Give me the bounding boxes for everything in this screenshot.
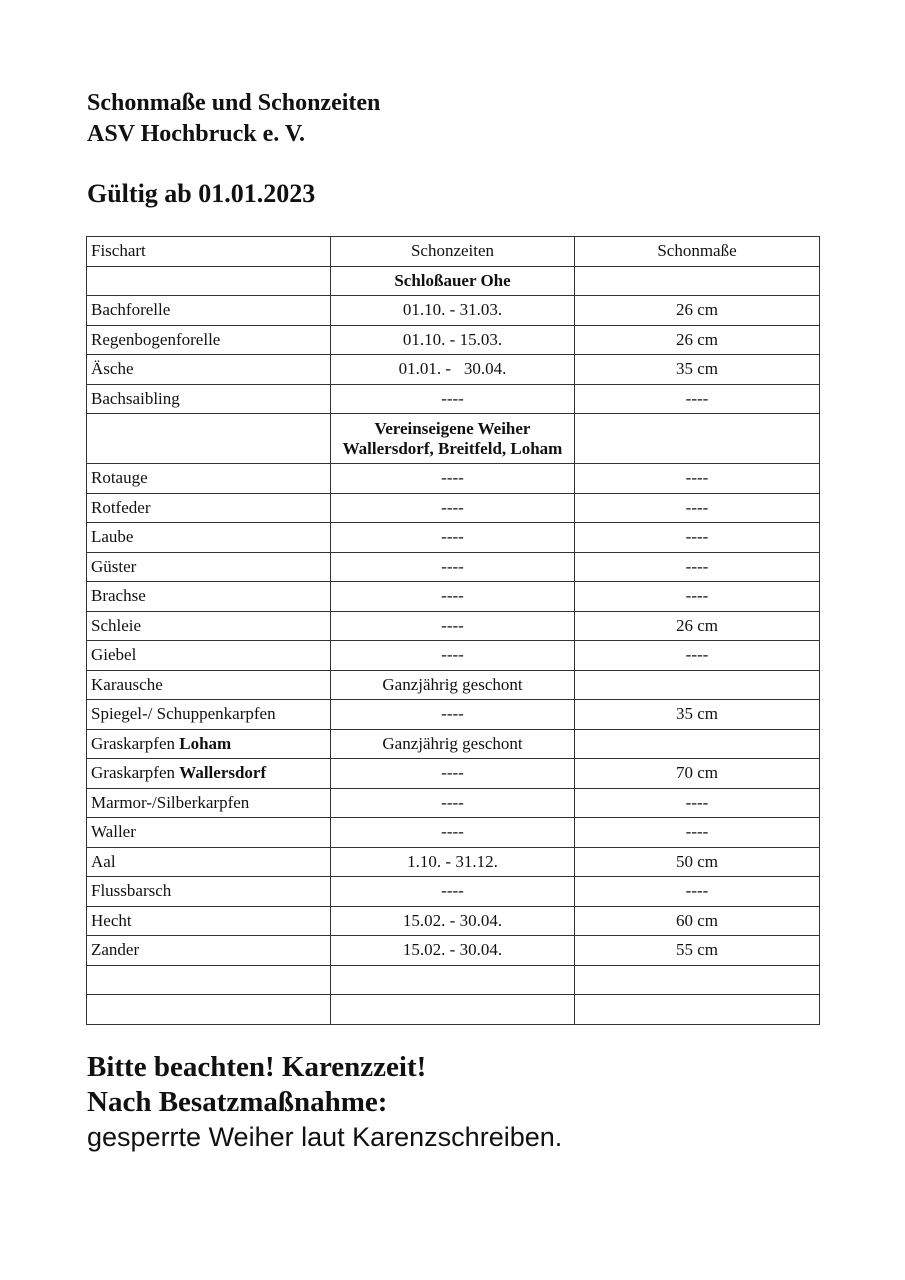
fish-name-cell [87, 936, 331, 966]
schonmass-cell: 55 cm [575, 936, 820, 966]
schonmass-cell: ---- [575, 552, 820, 582]
fish-location: Wallersdorf [179, 763, 267, 783]
table-header-row [87, 237, 820, 267]
fish-name-cell [87, 582, 331, 612]
schonmass-cell: ---- [575, 493, 820, 523]
table-row [87, 325, 820, 355]
schonzeit-cell: 15.02. - 30.04. [331, 936, 575, 966]
schonzeit-cell: ---- [331, 523, 575, 553]
schonzeit-cell: ---- [331, 877, 575, 907]
fish-name: Graskarpfen [91, 733, 180, 753]
fish-name-cell [87, 847, 331, 877]
schonmass-cell: ---- [575, 384, 820, 414]
fish-name: Regenbogenforelle [91, 329, 221, 349]
schonmass-cell: 70 cm [575, 759, 820, 789]
fish-name-cell [87, 384, 331, 414]
table-row [87, 296, 820, 326]
fish-name-cell [87, 729, 331, 759]
fish-name-cell [87, 296, 331, 326]
fish-name: Karausche [91, 674, 163, 694]
column-header-fischart: Fischart [87, 237, 331, 267]
section-heading-line: Wallersdorf, Breitfeld, Loham [342, 438, 563, 458]
schonzeit-cell [331, 414, 575, 464]
fish-name: Aal [91, 851, 116, 871]
fish-name-cell [87, 552, 331, 582]
fish-name-cell [87, 641, 331, 671]
fish-name: Bachsaibling [91, 388, 180, 408]
table-row [87, 384, 820, 414]
schonmass-cell: 26 cm [575, 611, 820, 641]
schonmass-cell [575, 266, 820, 296]
fish-location: Loham [179, 733, 232, 753]
fish-name: Waller [91, 822, 136, 842]
schonzeit-cell: 01.10. - 31.03. [331, 296, 575, 326]
fish-name-cell [87, 325, 331, 355]
fish-name-cell [87, 493, 331, 523]
table-row [87, 464, 820, 494]
table-row [87, 641, 820, 671]
schonmass-cell: 26 cm [575, 325, 820, 355]
schonmass-cell: 26 cm [575, 296, 820, 326]
schonzeit-cell [331, 965, 575, 995]
fish-name-cell [87, 670, 331, 700]
schonzeit-cell: ---- [331, 611, 575, 641]
table-row [87, 818, 820, 848]
schonmass-cell: 60 cm [575, 906, 820, 936]
fish-name-cell [87, 877, 331, 907]
section-row [87, 414, 820, 464]
schonmass-cell: ---- [575, 818, 820, 848]
schonzeit-cell: Ganzjährig geschont [331, 670, 575, 700]
fish-name: Schleie [91, 615, 142, 635]
section-row [87, 266, 820, 296]
table-row [87, 995, 820, 1025]
table-row [87, 877, 820, 907]
table-row [87, 965, 820, 995]
fish-name-cell [87, 355, 331, 385]
notice-line-3: gesperrte Weiher laut Karenzschreiben. [87, 1122, 563, 1152]
schonzeit-cell: ---- [331, 700, 575, 730]
fish-name-cell [87, 788, 331, 818]
schonmass-cell [575, 729, 820, 759]
schonzeit-cell: 01.10. - 15.03. [331, 325, 575, 355]
fish-regulations-table [86, 236, 820, 1025]
fish-name-cell [87, 523, 331, 553]
schonmass-cell: 50 cm [575, 847, 820, 877]
fish-name-cell [87, 611, 331, 641]
fish-name-cell [87, 995, 331, 1025]
notice-line-1: Bitte beachten! Karenzzeit! [87, 1051, 427, 1083]
table-row [87, 729, 820, 759]
document-title: Schonmaße und Schonzeiten [87, 90, 381, 116]
fish-name-cell [87, 414, 331, 464]
fish-name: Zander [91, 940, 140, 960]
fish-name-cell [87, 965, 331, 995]
schonmass-cell [575, 670, 820, 700]
schonmass-cell: ---- [575, 523, 820, 553]
column-header-schonzeiten: Schonzeiten [331, 237, 575, 267]
fish-name: Bachforelle [91, 300, 171, 320]
schonmass-cell [575, 414, 820, 464]
fish-name-cell [87, 464, 331, 494]
schonmass-cell [575, 965, 820, 995]
fish-name: Spiegel-/ Schuppenkarpfen [91, 704, 276, 724]
schonzeit-cell: ---- [331, 493, 575, 523]
table-row [87, 759, 820, 789]
table-row [87, 493, 820, 523]
fish-name: Marmor-/Silberkarpfen [91, 792, 250, 812]
table-row [87, 906, 820, 936]
schonmass-cell: ---- [575, 464, 820, 494]
fish-name: Äsche [91, 359, 134, 379]
schonzeit-cell: ---- [331, 464, 575, 494]
schonzeit-cell: ---- [331, 788, 575, 818]
notice-line-2: Nach Besatzmaßnahme: [87, 1086, 388, 1118]
table-row [87, 670, 820, 700]
fish-name: Giebel [91, 645, 137, 665]
fish-name: Brachse [91, 586, 146, 606]
club-name: ASV Hochbruck e. V. [87, 121, 306, 147]
table-row [87, 936, 820, 966]
schonmass-cell: ---- [575, 877, 820, 907]
table-row [87, 700, 820, 730]
fish-name: Laube [91, 527, 134, 547]
notice [87, 1050, 562, 1155]
fish-name-cell [87, 906, 331, 936]
fish-name: Rotfeder [91, 497, 151, 517]
schonzeit-cell: ---- [331, 384, 575, 414]
schonzeit-cell: ---- [331, 582, 575, 612]
schonzeit-cell: 1.10. - 31.12. [331, 847, 575, 877]
schonzeit-cell: 15.02. - 30.04. [331, 906, 575, 936]
schonzeit-cell [331, 995, 575, 1025]
fish-name: Flussbarsch [91, 881, 172, 901]
table-row [87, 611, 820, 641]
fish-name-cell [87, 266, 331, 296]
schonmass-cell [575, 995, 820, 1025]
fish-name-cell [87, 818, 331, 848]
table-row [87, 552, 820, 582]
valid-from: Gültig ab 01.01.2023 [87, 179, 316, 208]
schonzeit-cell: ---- [331, 641, 575, 671]
table-row [87, 355, 820, 385]
fish-name-cell [87, 759, 331, 789]
schonmass-cell: 35 cm [575, 355, 820, 385]
table-row [87, 847, 820, 877]
table-row [87, 582, 820, 612]
fish-name: Rotauge [91, 468, 148, 488]
fish-name: Hecht [91, 910, 132, 930]
table-row [87, 788, 820, 818]
fish-name-cell [87, 700, 331, 730]
schonmass-cell: 35 cm [575, 700, 820, 730]
schonzeit-cell: ---- [331, 759, 575, 789]
schonzeit-cell: ---- [331, 818, 575, 848]
table-row [87, 523, 820, 553]
schonzeit-cell: Schloßauer Ohe [331, 266, 575, 296]
section-heading-line: Vereinseigene Weiher [374, 418, 531, 438]
schonmass-cell: ---- [575, 582, 820, 612]
fish-name: Graskarpfen [91, 763, 180, 783]
fish-name: Güster [91, 556, 137, 576]
table-body [87, 266, 820, 1024]
schonzeit-cell: ---- [331, 552, 575, 582]
schonzeit-cell: 01.01. - 30.04. [331, 355, 575, 385]
schonmass-cell: ---- [575, 641, 820, 671]
schonzeit-cell: Ganzjährig geschont [331, 729, 575, 759]
schonmass-cell: ---- [575, 788, 820, 818]
column-header-schonmasse: Schonmaße [575, 237, 820, 267]
